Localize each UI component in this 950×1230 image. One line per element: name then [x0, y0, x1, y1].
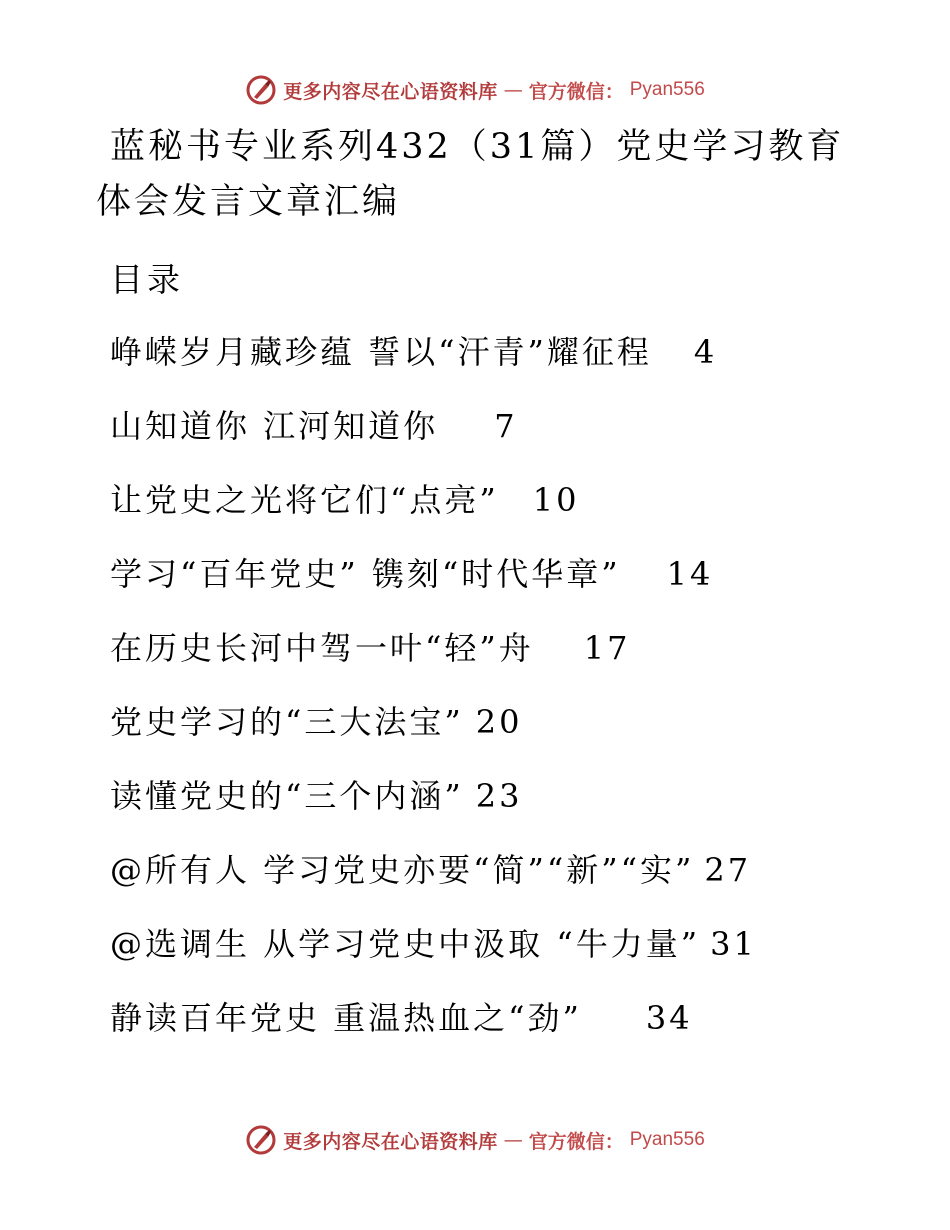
- toc-item-title: 党史学习的“三大法宝”: [110, 703, 464, 741]
- toc-item: [110, 916, 890, 990]
- banner-slogan: 更多内容尽在心语资料库: [283, 1130, 498, 1153]
- toc-item-page: 7: [494, 407, 518, 445]
- toc-item: [110, 620, 890, 694]
- toc-item-title: 让党史之光将它们“点亮”: [110, 481, 499, 519]
- toc-heading: 目录: [110, 260, 184, 299]
- toc-item: [110, 990, 890, 1064]
- toc-item: [110, 546, 890, 620]
- toc-item: [110, 398, 890, 472]
- pen-logo-icon: [245, 1124, 277, 1156]
- toc-item: [110, 694, 890, 768]
- toc-item-title: 山知道你 江河知道你: [110, 407, 439, 445]
- toc-item: [110, 768, 890, 842]
- banner-wechat-label: 官方微信：: [528, 80, 624, 103]
- toc-item: [110, 324, 890, 398]
- toc-item: [110, 842, 890, 916]
- footer-banner: [0, 1120, 950, 1160]
- banner-separator: —: [503, 1129, 523, 1151]
- toc-item-title: 学习“百年党史” 镌刻“时代华章”: [110, 555, 621, 593]
- toc-item-page: 4: [693, 333, 718, 371]
- toc-item-page: 27: [704, 851, 752, 889]
- footer-banner-content: [245, 1124, 705, 1156]
- toc-item-page: 23: [475, 777, 523, 815]
- toc-item: [110, 472, 890, 546]
- header-banner-content: [245, 74, 705, 106]
- banner-wechat-id: Pyan556: [629, 1129, 705, 1150]
- toc-item-page: 34: [645, 999, 693, 1037]
- toc-list: [110, 324, 890, 1064]
- banner-slogan: 更多内容尽在心语资料库: [283, 80, 498, 103]
- header-banner: [0, 70, 950, 110]
- toc-item-title: 读懂党史的“三个内涵”: [110, 777, 464, 815]
- pen-logo-icon: [245, 74, 277, 106]
- toc-item-title: 静读百年党史 重温热血之“劲”: [110, 999, 582, 1037]
- banner-separator: —: [503, 79, 523, 101]
- toc-item-page: 31: [710, 925, 757, 963]
- toc-item-title: 峥嵘岁月藏珍蕴 誓以“汗青”耀征程: [110, 333, 652, 371]
- document-title: 蓝秘书专业系列432（31篇）党史学习教育体会发言文章汇编: [96, 127, 845, 222]
- toc-item-title: @选调生 从学习党史中汲取 “牛力量”: [110, 925, 701, 963]
- toc-item-title: 在历史长河中驾一叶“轻”舟: [110, 629, 534, 667]
- toc-item-title: @所有人 学习党史亦要“简”“新”“实”: [110, 851, 695, 889]
- banner-wechat-label: 官方微信：: [528, 1130, 624, 1153]
- toc-item-page: 10: [532, 481, 580, 519]
- toc-item-page: 17: [583, 629, 631, 667]
- banner-wechat-id: Pyan556: [629, 79, 705, 100]
- toc-item-page: 20: [475, 703, 523, 741]
- toc-item-page: 14: [666, 555, 714, 593]
